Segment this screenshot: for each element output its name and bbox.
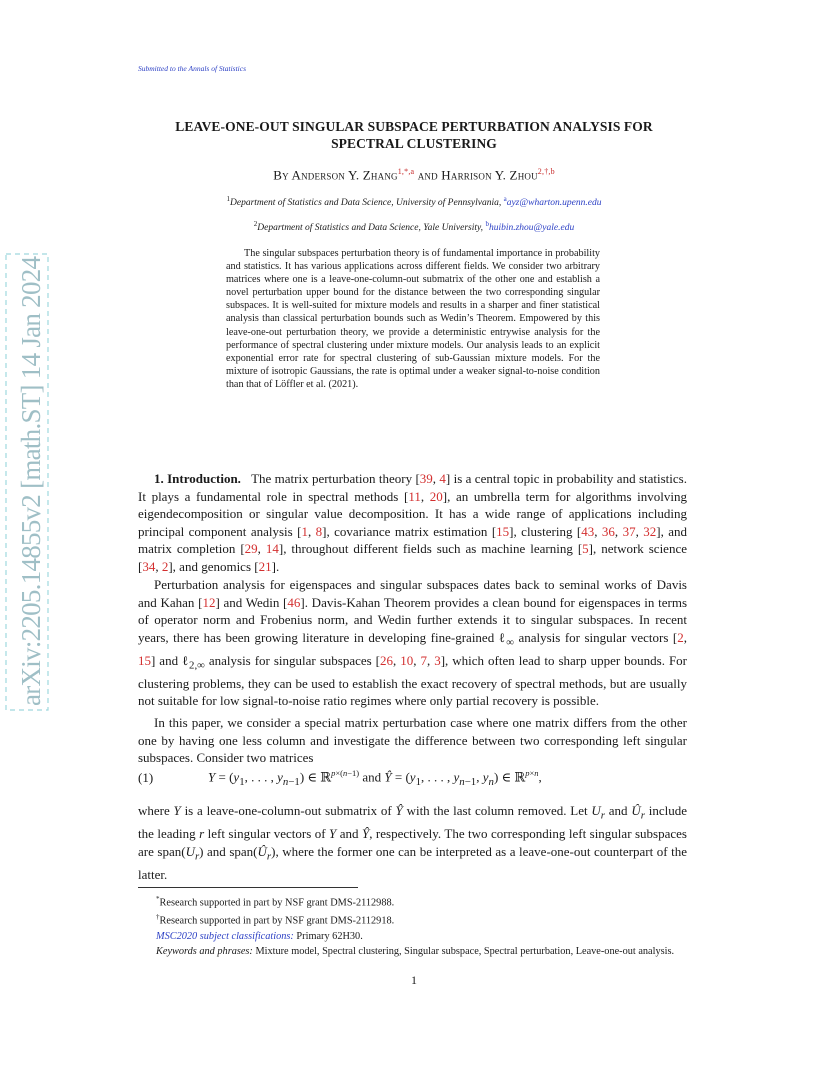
intro-paragraph-2: Perturbation analysis for eigenspaces and singular subspaces dates back to seminal works of Davis and Kahan [12] and Wedin [46]. Davis-Kahan Theorem provides a clean bound for eigenspaces in terms of operator norm and Frobenius norm, and Wedin further extends it to singular subspaces. In recent years, there has been growing literature in developing fine-grained ℓ$_\infty$ analysis for singular vectors [2, 15] and ℓ$_{2,\infty}$ analysis for singular subspaces [26, 10, 7, 3], which often lead to sharp upper bounds. For clustering problems, they can be used to establish the exact recovery of spectral methods, but are usually not suitable for low signal-to-noise ratio regimes where only partial recovery is possible. bbox=[138, 577, 688, 709]
subscript: ∞ bbox=[506, 636, 514, 649]
author-line bbox=[138, 167, 690, 183]
text: ], throughout different fields such as machine learning [ bbox=[278, 541, 583, 556]
citation-link[interactable]: 12 bbox=[202, 594, 216, 610]
text: analysis for singular vectors [ bbox=[513, 629, 678, 645]
arxiv-stamp-text: arXiv:2205.14855v2 [math.ST] 14 Jan 2024 bbox=[16, 256, 46, 706]
citation-link[interactable]: 2 bbox=[677, 629, 684, 645]
citation-link[interactable]: 7 bbox=[420, 652, 427, 668]
text: ]. bbox=[271, 558, 280, 574]
affiliation-2-num: 2 bbox=[253, 220, 258, 228]
affiliation-2 bbox=[138, 220, 690, 233]
citation-link[interactable]: 34 bbox=[142, 558, 156, 574]
text: The matrix perturbation theory [ bbox=[251, 471, 420, 486]
footnotes bbox=[138, 892, 687, 959]
text: , respectively. The two corresponding left singular subspaces are span( bbox=[138, 826, 687, 859]
text: ] is a central topic in probability and statistics. It plays a fundamental role in spectral methods [ bbox=[138, 471, 687, 504]
affiliation-2-mark: b bbox=[485, 220, 489, 228]
msc-text: Primary 62H30. bbox=[293, 930, 363, 942]
intro-paragraph-3: In this paper, we consider a special matrix perturbation case where one matrix differs from the other one by having one less column and investigate the difference between two corresponding left singular subspaces. Consider two matrices bbox=[138, 715, 687, 765]
keywords bbox=[138, 944, 687, 959]
section-heading: 1. Introduction. bbox=[154, 471, 241, 486]
text: ] and ℓ bbox=[151, 652, 190, 668]
journal-header-link[interactable]: Submitted to the Annals of Statistics bbox=[138, 64, 246, 73]
email-link-1[interactable]: ayz@wharton.upenn.edu bbox=[506, 198, 602, 209]
affiliation-1-num: 1 bbox=[226, 195, 230, 203]
text: include the leading bbox=[138, 803, 687, 842]
equation-and: and bbox=[362, 769, 382, 785]
text: ], clustering [ bbox=[509, 523, 582, 539]
text: ), where the former one can be interpreted as a leave-one-out counterpart of the latter. bbox=[138, 843, 687, 882]
citation-link[interactable]: 15 bbox=[496, 523, 510, 539]
text: and bbox=[604, 803, 632, 818]
equation-1: $Y = (y_1$, . . . , $y_{n-1}$) ∈ ℝ$^{p\times(n-1)}$ and Ŷ = ($y_1$, . . . , $y_{n-1}$, $y_n$) ∈ ℝ$^{p\times n}$, bbox=[208, 768, 542, 788]
msc-link[interactable]: MSC2020 subject classifications: bbox=[156, 930, 294, 942]
footnote-1-text: Research supported in part by NSF grant DMS-2112988. bbox=[159, 897, 395, 909]
text: ]. Davis-Kahan Theorem provides a clean bound for eigenspaces in terms of operator norm and Frobenius norm, and Wedin further extends it to singular subspaces. In recent years, there has been growing literature in developing fine-grained ℓ bbox=[138, 594, 688, 645]
text: where bbox=[138, 803, 174, 818]
citation-link[interactable]: 3 bbox=[434, 652, 441, 668]
author-and: and Harrison Y. Zhou bbox=[414, 167, 538, 183]
text: with the last column removed. Let bbox=[402, 803, 592, 818]
citation-link[interactable]: 26 bbox=[380, 652, 394, 668]
citation-link[interactable]: 39 bbox=[419, 471, 433, 486]
citation-link[interactable]: 5 bbox=[582, 541, 589, 556]
keywords-text: Mixture model, Spectral clustering, Singular subspace, Spectral perturbation, Leave-one-out analysis. bbox=[252, 945, 675, 957]
citation-link[interactable]: 43 bbox=[581, 523, 595, 539]
title-line-2: SPECTRAL CLUSTERING bbox=[331, 136, 497, 151]
text: ) and span( bbox=[199, 843, 258, 859]
subscript: 2,∞ bbox=[189, 659, 205, 672]
keywords-label: Keywords and phrases: bbox=[156, 945, 253, 957]
text: left singular vectors of bbox=[204, 826, 330, 842]
text: ], and matrix completion [ bbox=[138, 523, 688, 556]
text: ] and Wedin [ bbox=[215, 594, 288, 610]
text: Perturbation analysis for eigenspaces and singular subspaces dates back to seminal works of Davis and Kahan [ bbox=[138, 577, 687, 610]
footnote-1 bbox=[138, 892, 687, 910]
affiliation-1-text: Department of Statistics and Data Science, University of Pennsylvania, bbox=[230, 198, 504, 209]
text: and bbox=[336, 826, 362, 842]
author-2-marks[interactable]: 2,†,b bbox=[537, 167, 555, 176]
citation-link[interactable]: 46 bbox=[287, 594, 301, 610]
page-number: 1 bbox=[411, 973, 417, 987]
arxiv-stamp[interactable] bbox=[2, 252, 52, 712]
arxiv-stamp-graphic bbox=[2, 252, 52, 712]
citation-link[interactable]: 2 bbox=[161, 558, 169, 574]
text: is a leave-one-column-out submatrix of bbox=[180, 803, 396, 818]
text: ], covariance matrix estimation [ bbox=[322, 523, 497, 539]
citation-link[interactable]: 1 bbox=[301, 523, 308, 539]
abstract: The singular subspaces perturbation theory is of fundamental importance in probability and statistics. It has various applications across different fields. We consider two arbitrary matrices where one is a leave-one-column-out submatrix of the other one and establish a novel perturbation upper bound for the distance between the two corresponding singular subspaces. It is well-suited for mixture models and results in a sharper and finer statistical analysis than classical perturbation bounds such as Wedin’s Theorem. Empowered by this leave-one-out perturbation theory, we provide a deterministic entrywise analysis for the performance of spectral clustering under mixture models. Our analysis leads to an explicit exponential error rate for spectral clustering of sub-Gaussian mixture models. For the mixture of isotropic Gaussians, the rate is optimal under a weaker signal-to-noise condition than that of Löffler et al. (2021). bbox=[226, 248, 600, 390]
citation-link[interactable]: 4 bbox=[439, 471, 446, 486]
citation-link[interactable]: 29 bbox=[244, 541, 258, 556]
citation-link[interactable]: 14 bbox=[265, 541, 279, 556]
title-line-1: LEAVE-ONE-OUT SINGULAR SUBSPACE PERTURBATION ANALYSIS FOR bbox=[175, 119, 653, 134]
msc-classification bbox=[138, 929, 687, 944]
text: analysis for singular subspaces [ bbox=[204, 652, 381, 668]
citation-link[interactable]: 15 bbox=[138, 652, 151, 668]
affiliation-1-mark: a bbox=[503, 195, 507, 203]
citation-link[interactable]: 10 bbox=[400, 652, 414, 668]
affiliation-1 bbox=[138, 195, 690, 208]
citation-link[interactable]: 32 bbox=[643, 523, 657, 539]
text: ], and genomics [ bbox=[168, 558, 259, 574]
citation-link[interactable]: 37 bbox=[622, 523, 636, 539]
citation-link[interactable]: 21 bbox=[258, 558, 272, 574]
text: ], an umbrella term for algorithms involving eigendecomposition or singular value decomposition. It has a wide range of applications including principal component analysis [ bbox=[138, 488, 687, 539]
footnote-2-mark: † bbox=[156, 913, 160, 922]
intro-paragraph-1: 1. Introduction. The matrix perturbation theory [39, 4] is a central topic in probability and statistics. It plays a fundamental role in spectral methods [11, 20], an umbrella term for algorithms involving eigendecomposition or singular value decomposition. It has a wide range of applications including principal component analysis [1, 8], covariance matrix estimation [15], clustering [43, 36, 37, 32], and matrix completion [29, 14], throughout different fields such as machine learning [5], network science [34, 2], and genomics [21]. bbox=[138, 471, 688, 574]
footnote-rule bbox=[138, 887, 358, 888]
intro-paragraph-4: where Y is a leave-one-column-out submatrix of Ŷ with the last column removed. Let $U_r$ and $Û_r$ include the leading r left singular vectors of Y and Ŷ, respectively. The two corresponding left singular subspaces are $span(U_r)$ and $span(Û_r)$, where the former one can be interpreted as a leave-one-out counterpart of the latter. bbox=[138, 803, 687, 882]
citation-link[interactable]: 8 bbox=[315, 523, 323, 539]
author-1-marks[interactable]: 1,*,a bbox=[397, 167, 415, 176]
footnote-2 bbox=[138, 910, 687, 928]
paper-title bbox=[138, 118, 690, 152]
citation-link[interactable]: 36 bbox=[601, 523, 615, 539]
email-link-2[interactable]: huibin.zhou@yale.edu bbox=[488, 223, 575, 234]
citation-link[interactable]: 11 bbox=[408, 488, 421, 504]
citation-link[interactable]: 20 bbox=[429, 488, 443, 504]
text: ], which often lead to sharp upper bounds. For clustering problems, they can be used to establish the exact recovery of spectral methods, but are usually not suitable for low signal-to-noise ratio regimes where only partial recovery is possible. bbox=[138, 652, 688, 709]
footnote-1-mark: * bbox=[156, 895, 160, 903]
equation-number: (1) bbox=[138, 770, 154, 785]
author-1: By Anderson Y. Zhang bbox=[273, 167, 398, 183]
affiliation-2-text: Department of Statistics and Data Science, Yale University, bbox=[257, 223, 486, 234]
footnote-2-text: Research supported in part by NSF grant DMS-2112918. bbox=[159, 915, 395, 927]
text: ], network science [ bbox=[138, 541, 687, 574]
